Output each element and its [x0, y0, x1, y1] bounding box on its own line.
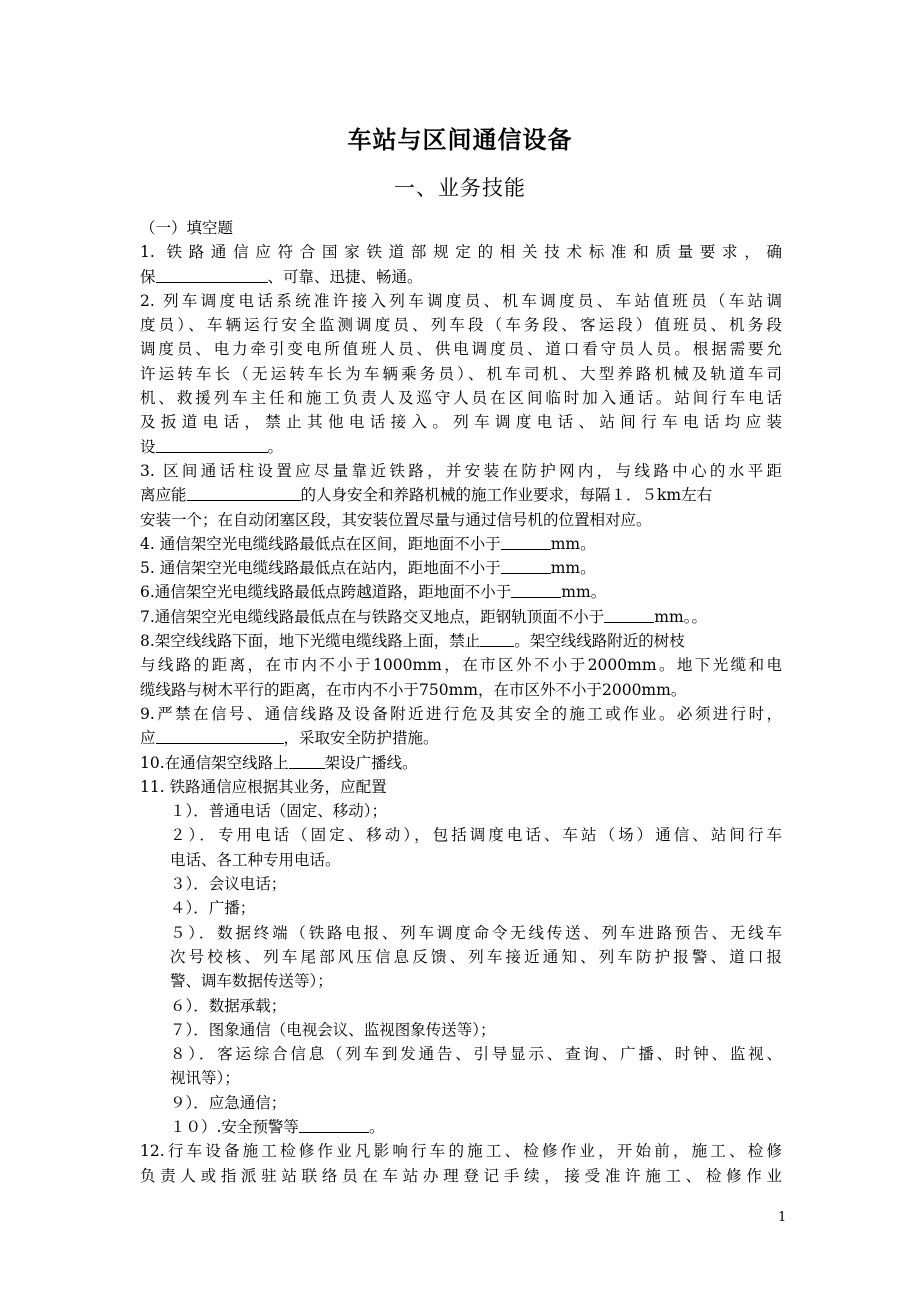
list-item: ２）．专用电话（固定、移动），包括调度电话、车站（场）通信、站间行车 [170, 826, 782, 845]
list-item: ３）．会议电话； [170, 875, 287, 894]
blank-underline [604, 605, 654, 623]
list-item: ６）．数据承载； [170, 996, 287, 1015]
text-line: 9.严禁在信号、通信线路及设备附近进行危及其安全的施工或作业。必须进行时， [140, 704, 782, 723]
list-item: 电话、各工种专用电话。 [170, 850, 341, 869]
text-line: 应 ，采取安全防护措施。 [140, 726, 782, 750]
blank-underline [480, 629, 514, 647]
blank-underline [187, 483, 301, 501]
blank-underline [156, 265, 268, 283]
blank-underline [299, 1115, 369, 1133]
text-line: 3. 区间通话柱设置应尽量靠近铁路，并安装在防护网内，与线路中心的水平距 [140, 461, 782, 480]
list-item: 视讯等）； [170, 1069, 240, 1088]
text-line: 负责人或指派驻站联络员在车站办理登记手续，接受准许施工、检修作业 [140, 1166, 782, 1185]
list-item: ９）．应急通信； [170, 1093, 287, 1112]
document-title: 车站与区间通信设备 [347, 125, 573, 154]
text-line: 及扳道电话，禁止其他电话接入。列车调度电话、站间行车电话均应装 [140, 413, 782, 432]
text-line: 设 。 [140, 435, 782, 459]
text-line: 4. 通信架空光电缆线路最低点在区间，距地面不小于 mm。 [140, 532, 782, 556]
text-line: 1. 铁路通信应符合国家铁道部规定的相关技术标准和质量要求，确 [140, 243, 782, 262]
list-item: １０）.安全预警等 。 [140, 1115, 782, 1139]
blank-underline [156, 726, 284, 744]
text-line: 安装一个；在自动闭塞区段，其安装位置尽量与通过信号机的位置相对应。 [140, 510, 652, 529]
blank-underline [156, 435, 268, 453]
text-line: 机、救援列车主任和施工负责人及巡守人员在区间临时加入通话。站间行车电话 [140, 389, 782, 408]
text-line: 5. 通信架空光电缆线路最低点在站内，距地面不小于 mm。 [140, 556, 782, 580]
text-line: 7.通信架空光电缆线路最低点在与铁路交叉地点，距钢轨顶面不小于 mm。。 [140, 605, 782, 629]
page-number: 1 [778, 1210, 787, 1225]
list-item: ５）．数据终端（铁路电报、列车调度命令无线传送、列车进路预告、无线车 [170, 923, 782, 942]
text-line: 度员）、车辆运行安全监测调度员、列车段（车务段、客运段）值班员、机务段 [140, 316, 782, 335]
subsection-heading: （一）填空题 [140, 219, 234, 237]
text-line: 调度员、电力牵引变电所值班人员、供电调度员、道口看守员人员。根据需要允 [140, 340, 782, 359]
text-line: 离应能 的人身安全和养路机械的施工作业要求，每隔１．５km左右 [140, 483, 782, 507]
text-line: 8.架空线线路下面，地下光缆电缆线路上面，禁止 。架空线线路附近的树枝 [140, 629, 782, 653]
blank-underline [511, 580, 561, 598]
text-line: 2. 列车调度电话系统准许接入列车调度员、机车调度员、车站值班员（车站调 [140, 291, 782, 310]
document-body [140, 216, 782, 1188]
text-line: 12.行车设备施工检修作业凡影响行车的施工、检修作业，开始前，施工、检修 [140, 1142, 782, 1161]
text-line: 6.通信架空光电缆线路最低点跨越道路，距地面不小于 mm。 [140, 580, 782, 604]
list-item: １）．普通电话（固定、移动）； [170, 802, 388, 821]
blank-underline [289, 751, 325, 769]
list-item: ７）．图象通信（电视会议、监视图象传送等）； [170, 1020, 496, 1039]
list-item: 警、调车数据传送等）； [170, 972, 333, 991]
text-line: 与线路的距离，在市内不小于1000mm，在市区外不小于2000mm。地下光缆和电 [140, 656, 782, 675]
blank-underline [501, 532, 551, 550]
blank-underline [501, 556, 551, 574]
list-item: ４）．广播； [170, 899, 256, 918]
text-line: 10.在通信架空线路上 架设广播线。 [140, 751, 782, 775]
text-line: 缆线路与树木平行的距离，在市内不小于750mm，在市区外不小于2000mm。 [140, 680, 687, 699]
text-line: 许运转车长（无运转车长为车辆乘务员）、机车司机、大型养路机械及轨道车司 [140, 364, 782, 383]
section-heading: 一、业务技能 [394, 176, 526, 200]
text-line: 11. 铁路通信应根据其业务，应配置 [140, 777, 387, 796]
text-line: 保 、可靠、迅捷、畅通。 [140, 265, 782, 289]
list-item: 次号校核、列车尾部风压信息反馈、列车接近通知、列车防护报警、道口报 [170, 947, 782, 966]
list-item: ８）．客运综合信息（列车到发通告、引导显示、查询、广播、时钟、监视、 [170, 1045, 782, 1064]
